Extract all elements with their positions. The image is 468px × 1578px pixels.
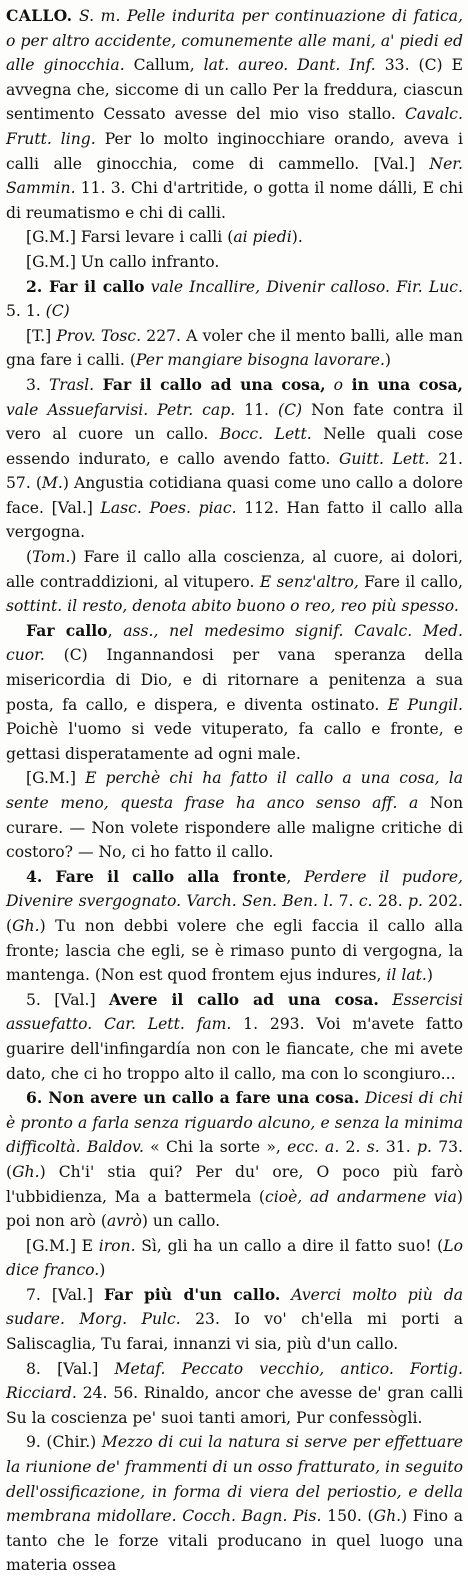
paragraph-example-gm-2 <box>6 250 463 275</box>
text-run: 227. A voler che il mento balli, alle man gna fare i calli. ( <box>6 326 463 370</box>
italic-text: Bocc. Lett. <box>219 425 312 444</box>
italic-text: E perchè chi ha fatto il callo a una cosa, la sente meno, questa frase ha anco senso aff. a <box>6 769 463 812</box>
text-run: 73. ( <box>6 1138 463 1181</box>
paragraph-entry-definition <box>6 4 463 225</box>
headword: CALLO. <box>6 6 73 25</box>
text-run: Nelle quali cose essendo indurato, e callo avendo fatto. <box>6 425 463 468</box>
italic-text: cioè, ad andarmene via <box>264 1187 457 1206</box>
italic-text: Prov. Tosc. <box>56 326 142 345</box>
italic-text: ass., nel medesimo signif. Cavalc. Med. cuor. <box>6 621 463 665</box>
text-run: ) un callo. <box>141 1212 221 1231</box>
text-run: ). <box>291 228 303 247</box>
italic-text: il lat. <box>386 966 427 985</box>
text-run: ) Ch'i' stia qui? Per du' ore, O poco più farò l'ubbidienza, Ma a battermela ( <box>6 1162 463 1206</box>
paragraph-sense-3-tom <box>6 545 463 619</box>
italic-text: M. <box>41 474 63 493</box>
text-run: 2. <box>339 1138 367 1157</box>
text-run: 3. <box>26 375 49 394</box>
text-run: 5. 1. <box>6 302 46 321</box>
paragraph-example-gm-1 <box>6 225 463 250</box>
text-run: 28. <box>372 892 408 911</box>
italic-text: Gh. <box>373 1507 402 1526</box>
italic-text: s. <box>366 1138 380 1157</box>
text-run: [T.] <box>26 326 57 345</box>
italic-text: Perdere il pudore, Divenire svergognato. Varch. Sen. Ben. l. <box>6 867 464 911</box>
italic-text: Dicesi di chi è pronto a farla senza riguardo alcuno, e senza la minima difficoltà. Baldov. <box>6 1089 463 1157</box>
text-run: [G.M.] Farsi levare i calli ( <box>26 228 234 247</box>
paragraph-sense-far-callo <box>6 619 463 767</box>
phrase-heading: Far callo <box>26 620 108 640</box>
text-run: Poichè l'uomo si vede vituperato, fa callo e fronte, e gettasi disperatamente ad ogni male. <box>6 720 463 763</box>
text-run: Non fate contra il vero al cuore un callo. <box>6 400 464 444</box>
italic-text: vale Assuefarvisi. Petr. cap. <box>6 400 236 419</box>
text-run: 9. (Chir.) <box>26 1433 102 1452</box>
text-run: ) <box>384 351 391 370</box>
text-run: 150. ( <box>321 1507 374 1526</box>
italic-text: sottint. il resto, denota abito buono o reo, reo più spesso. <box>6 597 459 616</box>
text-run: ) <box>426 966 433 985</box>
italic-text: Lo dice franco. <box>6 1236 464 1280</box>
text-run: 11. <box>235 400 279 419</box>
italic-text: Averci molto più da sudare. Morg. Pulc. <box>6 1285 464 1329</box>
italic-text: ecc. a. <box>287 1138 340 1157</box>
italic-text: E senz'altro, <box>259 572 359 591</box>
italic-text: Essercisi assuefatto. Car. Lett. fam. <box>6 990 463 1034</box>
phrase-heading: Far il callo ad una cosa, <box>94 374 326 394</box>
paragraph-sense-4 <box>6 865 463 988</box>
text-run: ) <box>99 1261 106 1280</box>
text-run: [G.M.] E <box>26 1236 99 1255</box>
italic-text: lat. aureo. Dant. Inf. <box>203 56 376 75</box>
paragraph-sense-7 <box>6 1283 463 1357</box>
italic-text: ai piedi <box>233 228 292 247</box>
paragraph-sense-far-callo-gm <box>6 766 463 864</box>
text-run: 112. Han fatto il callo alla vergogna. <box>6 498 463 542</box>
text-run: 7. [Val.] <box>26 1285 104 1304</box>
text-run: Non curare. — Non volete rispondere alle maligne critiche di costoro? — No, ci ho fatto il callo. <box>6 794 463 862</box>
paragraph-sense-3 <box>6 373 463 545</box>
text-run: (C) Ingannandosi per vana speranza della misericordia di Dio, e di ritornare a penitenza a sua posta, fa callo, e dispera, e diventa ostinato. <box>6 646 463 714</box>
paragraph-sense-5 <box>6 988 463 1086</box>
dictionary-entry-callo <box>6 4 463 1578</box>
paragraph-sense-2 <box>6 275 463 324</box>
text-run: [G.M.] Un callo infranto. <box>26 252 220 271</box>
italic-text: Gh. <box>12 1162 40 1181</box>
text-run: ( <box>26 548 33 567</box>
italic-text: Guitt. Lett. <box>338 449 430 468</box>
phrase-heading: 6. Non avere un callo a fare una cosa. <box>26 1088 360 1108</box>
text-run: « Chi la sorte », <box>143 1138 288 1157</box>
italic-text: E Pungil. <box>387 695 464 714</box>
text-run: 8. [Val.] <box>26 1359 115 1378</box>
text-run: ) Angustia cotidiana quasi come uno callo a dolore face. [Val.] <box>6 474 463 517</box>
text-run: ) Fare il callo alla coscienza, al cuore, ai dolori, alle contraddizioni, al vitupero. <box>6 548 463 591</box>
text-run: 11. 3. Chi d'artritide, o gotta il nome dálli, E chi di reumatismo e chi di calli. <box>6 179 463 222</box>
italic-text: Cavalc. Frutt. ling. <box>6 105 463 148</box>
phrase-heading: Far più d'un callo. <box>104 1284 281 1304</box>
text-run: [G.M.] <box>26 769 86 788</box>
paragraph-sense-6 <box>6 1086 463 1234</box>
text-run: 202. ( <box>6 892 464 935</box>
italic-text: Gh. <box>12 916 40 935</box>
paragraph-sense-8 <box>6 1357 463 1431</box>
phrase-heading: in una cosa, <box>343 374 463 394</box>
text-run: 21. 57. ( <box>6 449 463 493</box>
text-run: 31. <box>379 1138 417 1157</box>
italic-text: Ner. Sammin. <box>6 154 463 198</box>
text-run: , <box>286 867 305 886</box>
italic-text: (C) <box>45 302 70 321</box>
text-run: 23. Io vo' ch'ella mi porti a Saliscaglia, Tu farai, innanzi vi sia, più d'un callo. <box>6 1310 463 1354</box>
italic-text: vale Incallire, Divenir calloso. Fir. Luc. <box>144 277 463 296</box>
italic-text: avrò <box>106 1212 142 1231</box>
phrase-heading: Avere il callo ad una cosa. <box>108 989 379 1009</box>
text-run: 1. 293. Voi m'avete fatto guarire dell'infingardía non con le fiancate, che mi avete dato, che ci ho troppo alto il callo, ma con lo scongiuro... <box>6 1015 463 1083</box>
italic-text: p. <box>408 892 423 911</box>
text-run: 33. (C) E avvegna che, siccome di un callo Per la freddura, ciascun sentimento Cessato avesse del mio viso stallo. <box>6 56 464 124</box>
text-run: ) Fino a tanto che le forze vitali producano in quel luogo una materia ossea <box>6 1507 463 1575</box>
text-run: ) poi non arò ( <box>6 1187 463 1231</box>
text-run: Sì, gli ha un callo a dire il fatto suo! ( <box>135 1236 444 1255</box>
text-run: Callum, <box>124 56 204 75</box>
italic-text: (C) <box>278 400 303 419</box>
italic-text: Lasc. Poes. piac. <box>100 498 237 517</box>
text-run: 24. 56. Rinaldo, ancor che avesse de' gran calli Su la coscienza pe' suoi tanti amori, Pur confessògli. <box>6 1384 463 1427</box>
text-run: ) Tu non debbi volere che egli faccia il callo alla fronte; lascia che egli, se è rimaso punto di vergogna, la mantenga. (Non est quod frontem ejus indures, <box>6 916 463 985</box>
text-run: , <box>107 621 124 640</box>
text-run: Fare il callo, <box>358 572 464 591</box>
italic-text: Per mangiare bisogna lavorare. <box>135 351 385 370</box>
italic-text: iron. <box>98 1236 136 1255</box>
italic-text: Trasl. <box>48 375 95 394</box>
paragraph-sense-6-gm <box>6 1234 463 1283</box>
italic-text: p. <box>416 1138 432 1157</box>
phrase-heading: 4. Fare il callo alla fronte <box>26 866 287 886</box>
text-run: 5. [Val.] <box>26 990 109 1009</box>
italic-text: o <box>325 375 344 394</box>
italic-text: S. m. Pelle indurita per continuazione di fatica, o per altro accidente, comunemente alle mani, a' piedi ed alle ginocchia. <box>6 7 463 75</box>
paragraph-sense-2-example <box>6 324 463 373</box>
italic-text: c. <box>358 892 373 911</box>
paragraph-sense-9 <box>6 1430 463 1578</box>
italic-text: Metaf. Peccato vecchio, antico. Fortig. Ricciard. <box>6 1359 463 1403</box>
text-run: Per lo molto inginocchiare orando, aveva i calli alle ginocchia, come di cammello. [Val.] <box>6 129 463 173</box>
phrase-heading: 2. Far il callo <box>26 276 145 296</box>
text-run: 7. <box>333 892 359 911</box>
italic-text: Mezzo di cui la natura si serve per effettuare la riunione de' frammenti di un osso fratturato, in seguito dell'ossificazione, in forma di viera del periostio, e della membrana midollare. Cocch. Bagn. Pis. <box>6 1433 463 1526</box>
italic-text: Tom. <box>32 548 71 567</box>
